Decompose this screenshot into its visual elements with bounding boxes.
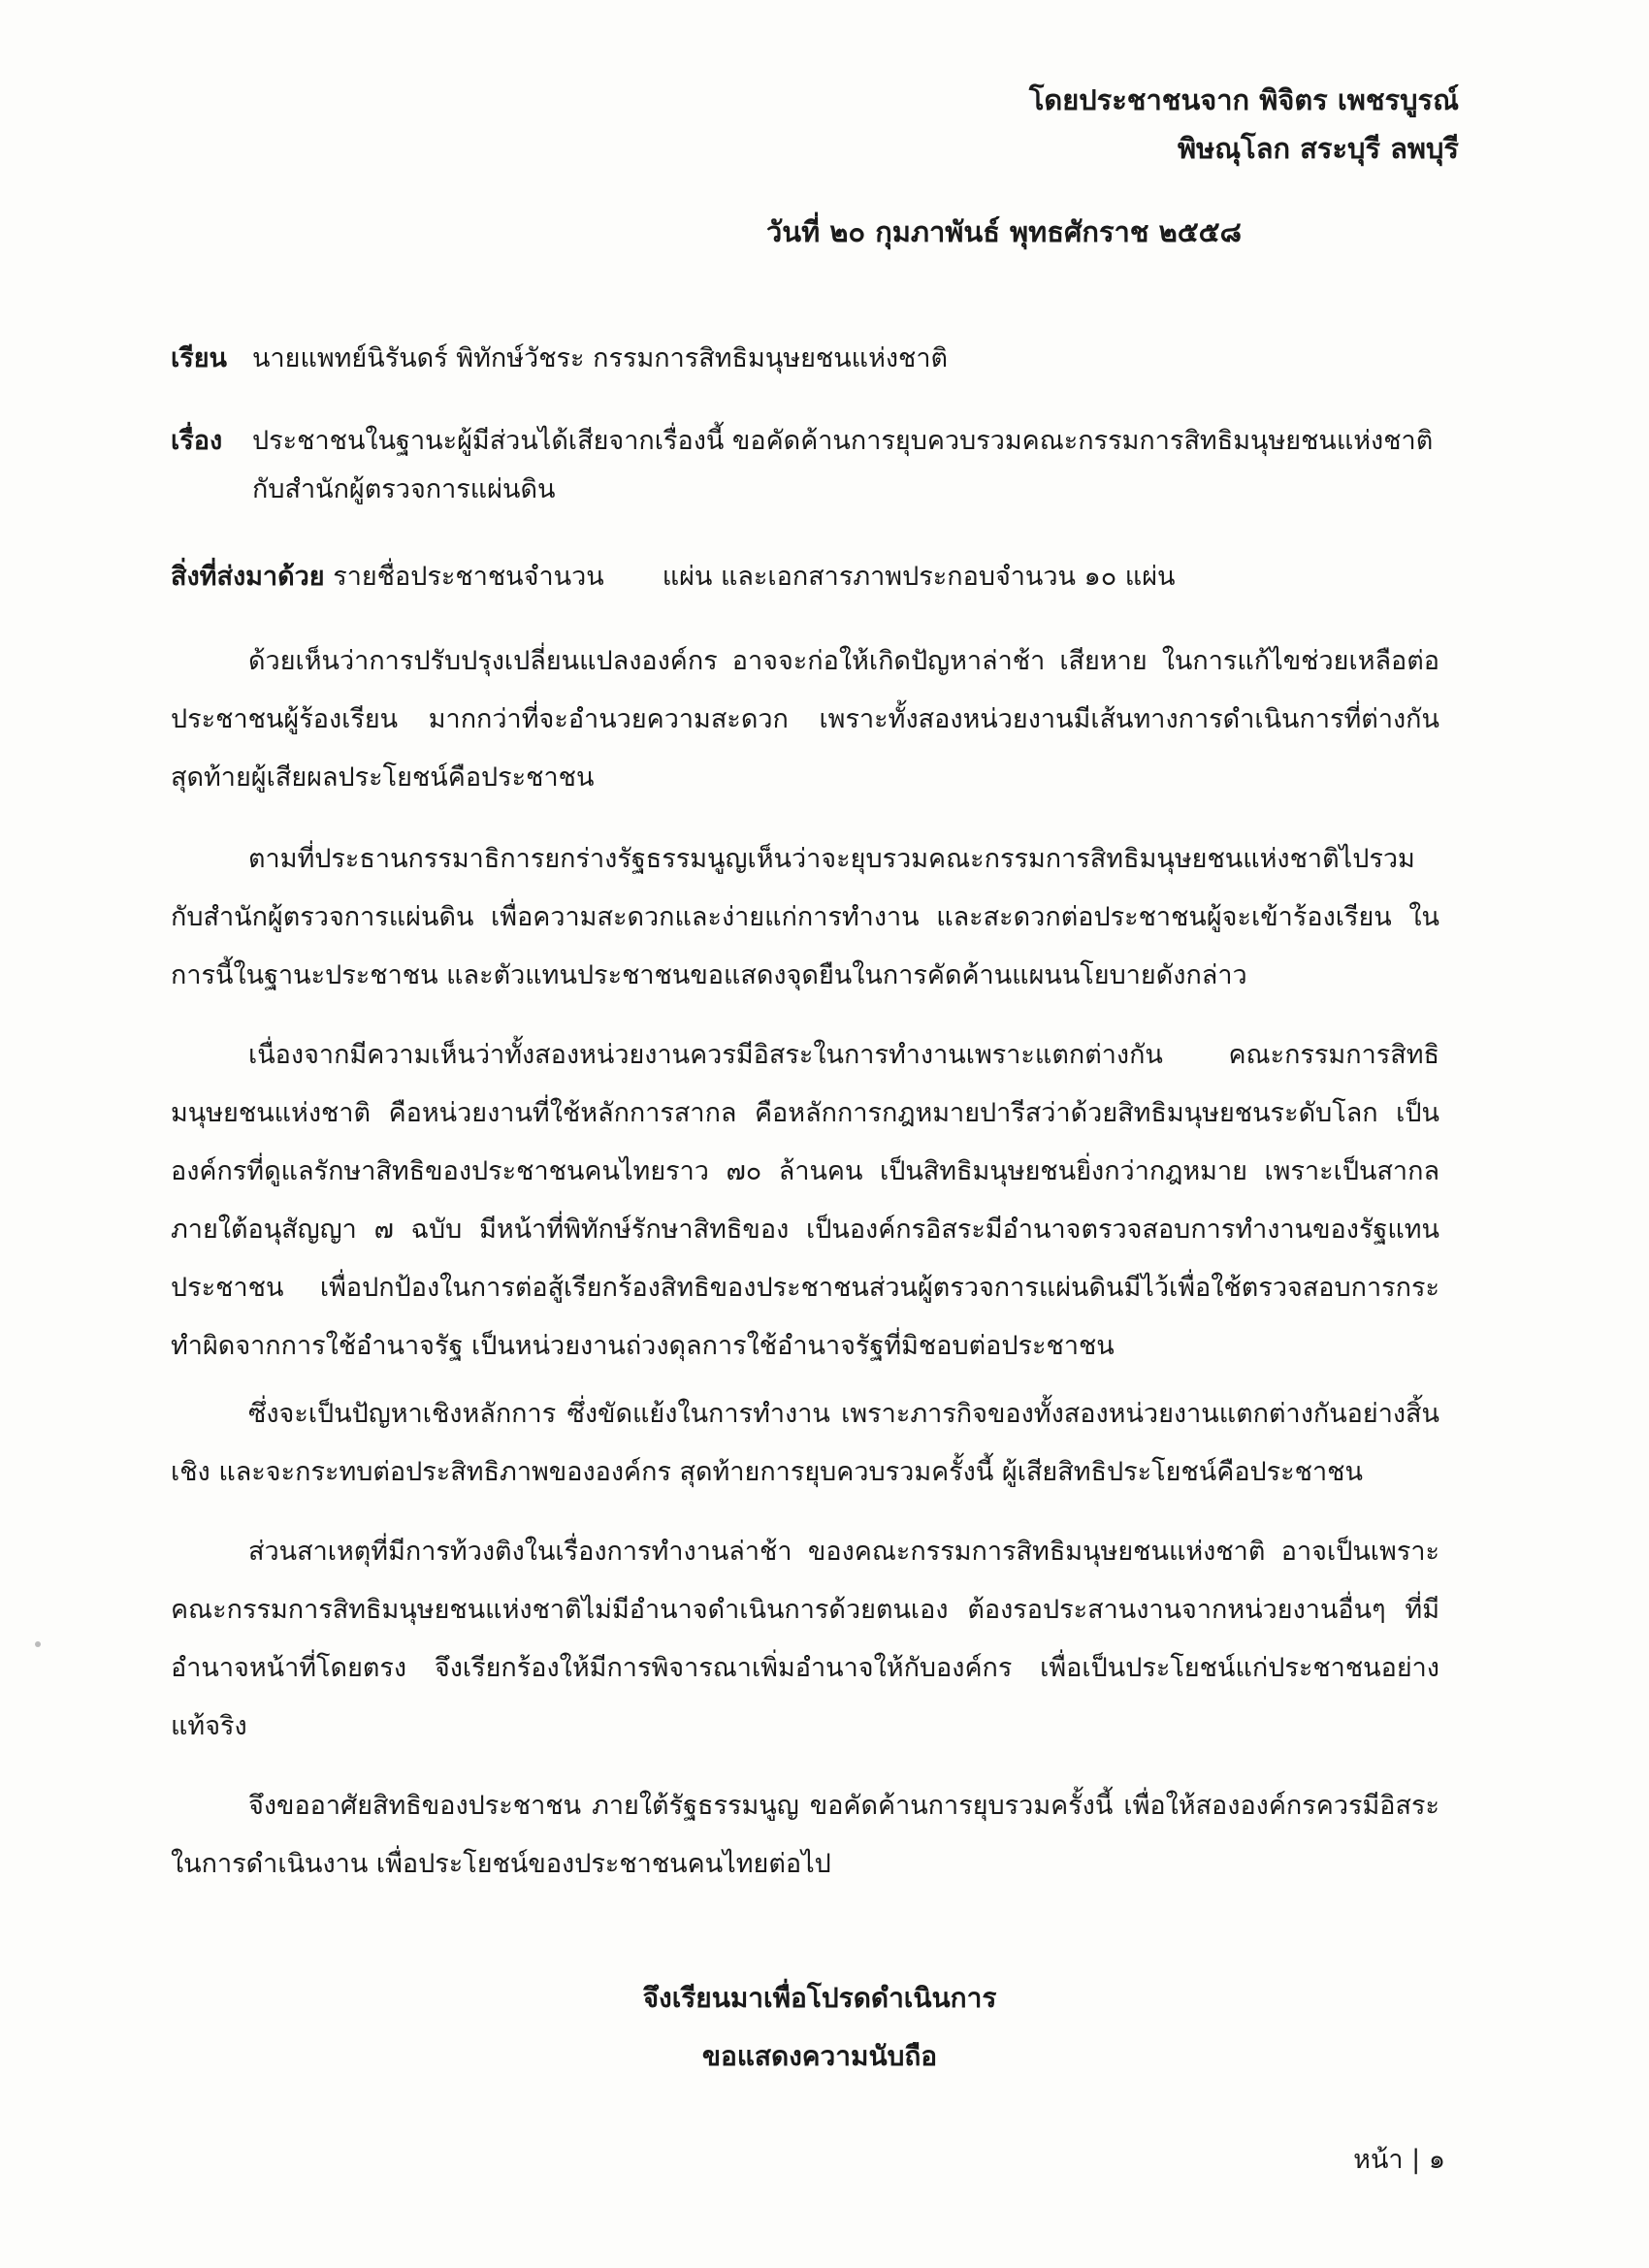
- body-paragraph-5: ส่วนสาเหตุที่มีการท้วงติงในเรื่องการทำงานล่าช้า ของคณะกรรมการสิทธิมนุษยชนแห่งชาติ อาจเป็นเพราะคณะกรรมการสิทธิมนุษยชนแห่งชาติไม่มีอำนาจดำเนินการด้วยตนเอง ต้องรอประสานงานจากหน่วยงานอื่นๆ ที่มีอำนาจหน้าที่โดยตรง จึงเรียกร้องให้มีการพิจารณาเพิ่มอำนาจให้กับองค์กร เพื่อเป็นประโยชน์แก่ประชาชนอย่างแท้จริง: [171, 1537, 1439, 1741]
- body-paragraph-4: ซึ่งจะเป็นปัญหาเชิงหลักการ ซึ่งขัดแย้งในการทำงาน เพราะภารกิจของทั้งสองหน่วยงานแตกต่างกันอย่างสิ้นเชิง และจะกระทบต่อประสิทธิภาพขององค์กร สุดท้ายการยุบควบรวมครั้งนี้ ผู้เสียสิทธิประโยชน์คือประชาชน: [171, 1399, 1439, 1487]
- subject-field: [171, 417, 1461, 514]
- enclosure-value-a: รายชื่อประชาชนจำนวน: [333, 562, 604, 592]
- recipient-field: [171, 335, 948, 383]
- closing-block: [0, 1969, 1649, 2086]
- closing-line-1: จึงเรียนมาเพื่อโปรดดำเนินการ: [642, 1982, 997, 2014]
- sender-line-1: โดยประชาชนจาก พิจิตร เพชรบูรณ์: [1028, 83, 1459, 116]
- letter-date: วันที่ ๒๐ กุมภาพันธ์ พุทธศักราช ๒๕๕๘: [766, 215, 1242, 248]
- sender-block: [1029, 76, 1459, 173]
- body-paragraph-3: เนื่องจากมีความเห็นว่าทั้งสองหน่วยงานควรมีอิสระในการทำงานเพราะแตกต่างกัน คณะกรรมการสิทธิมนุษยชนแห่งชาติ คือหน่วยงานที่ใช้หลักการสากล คือหลักการกฎหมายปารีสว่าด้วยสิทธิมนุษยชนระดับโลก เป็นองค์กรที่ดูแลรักษาสิทธิของประชาชนคนไทยราว ๗๐ ล้านคน เป็นสิทธิมนุษยชนยิ่งกว่ากฎหมาย เพราะเป็นสากลภายใต้อนุสัญญา ๗ ฉบับ มีหน้าที่พิทักษ์รักษาสิทธิของ เป็นองค์กรอิสระมีอำนาจตรวจสอบการทำงานของรัฐแทนประชาชน เพื่อปกป้องในการต่อสู้เรียกร้องสิทธิของประชาชนส่วนผู้ตรวจการแผ่นดินมีไว้เพื่อใช้ตรวจสอบการกระทำผิดจากการใช้อำนาจรัฐ เป็นหน่วยงานถ่วงดุลการใช้อำนาจรัฐที่มิชอบต่อประชาชน: [171, 1040, 1439, 1361]
- recipient-value: นายแพทย์นิรันดร์ พิทักษ์วัชระ กรรมการสิทธิมนุษยชนแห่งชาติ: [252, 343, 949, 373]
- subject-value: ประชาชนในฐานะผู้มีส่วนได้เสียจากเรื่องนี้ ขอคัดค้านการยุบควบรวมคณะกรรมการสิทธิมนุษยชนแห่งชาติกับสำนักผู้ตรวจการแผ่นดิน: [252, 426, 1434, 504]
- scan-speck: [35, 1641, 41, 1647]
- sender-line-2: พิษณุโลก สระบุรี ลพบุรี: [1178, 132, 1459, 165]
- enclosure-field: [171, 553, 1175, 601]
- body-paragraph-6: จึงขออาศัยสิทธิของประชาชน ภายใต้รัฐธรรมนูญ ขอคัดค้านการยุบรวมครั้งนี้ เพื่อให้สององค์กรควรมีอิสระในการดำเนินงาน เพื่อประโยชน์ของประชาชนคนไทยต่อไป: [171, 1791, 1439, 1879]
- subject-label: เรื่อง: [171, 426, 223, 456]
- enclosure-label: สิ่งที่ส่งมาด้วย: [171, 562, 325, 592]
- enclosure-value-b: แผ่น และเอกสารภาพประกอบจำนวน ๑๐ แผ่น: [662, 562, 1176, 592]
- body-paragraph-2: ตามที่ประธานกรรมาธิการยกร่างรัฐธรรมนูญเห็นว่าจะยุบรวมคณะกรรมการสิทธิมนุษยชนแห่งชาติไปรวมกับสำนักผู้ตรวจการแผ่นดิน เพื่อความสะดวกและง่ายแก่การทำงาน และสะดวกต่อประชาชนผู้จะเข้าร้องเรียน ในการนี้ในฐานะประชาชน และตัวแทนประชาชนขอแสดงจุดยืนในการคัดค้านแผนนโยบายดังกล่าว: [171, 844, 1439, 990]
- closing-line-2: ขอแสดงความนับถือ: [701, 2040, 938, 2072]
- body-paragraph-1: ด้วยเห็นว่าการปรับปรุงเปลี่ยนแปลงองค์กร อาจจะก่อให้เกิดปัญหาล่าช้า เสียหาย ในการแก้ไขช่วยเหลือต่อประชาชนผู้ร้องเรียน มากกว่าที่จะอำนวยความสะดวก เพราะทั้งสองหน่วยงานมีเส้นทางการดำเนินการที่ต่างกัน สุดท้ายผู้เสียผลประโยชน์คือประชาชน: [171, 646, 1439, 793]
- recipient-label: เรียน: [171, 343, 228, 373]
- page-number: หน้า | ๑: [1353, 2145, 1445, 2175]
